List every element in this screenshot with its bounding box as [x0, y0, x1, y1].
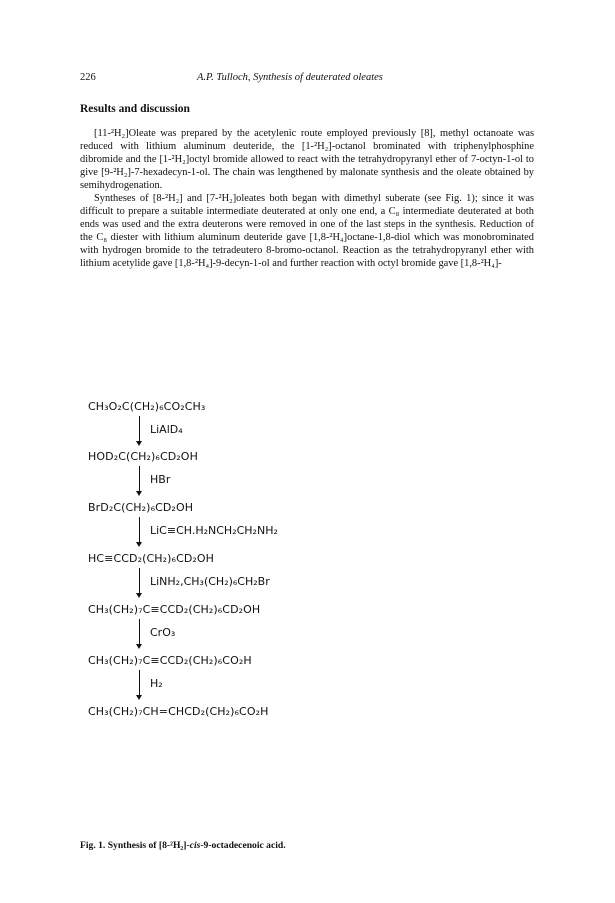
running-header [80, 72, 540, 88]
section-heading: Results and discussion [80, 103, 190, 115]
reaction-arrow [135, 517, 145, 547]
running-title: A.P. Tulloch, Synthesis of deuterated oleates [197, 72, 383, 83]
caption-label: Fig. 1. Synthesis of [8-²H₂]- [80, 840, 190, 851]
reagent-hbr: HBr [150, 473, 171, 486]
paragraph-1: [11-²H₂]Oleate was prepared by the acetylenic route employed previously [8], methyl octanoate was reduced with lithium aluminum deuteride, the [1-²H₂]-octanol brominated with triphenylphosphine dibromide and the [1-²H₂]octyl bromide allowed to react with the tetrahydropyranyl ether of 7-octyn-1-ol to give [9-²H₂]-7-hexadecyn-1-ol. The chain was lengthened by malonate synthesis and the oleate obtained by semihydrogenation. [80, 128, 534, 192]
page-number: 226 [80, 72, 96, 83]
compound-bromo-octanol: BrD₂C(CH₂)₆CD₂OH [88, 501, 194, 514]
reaction-arrow [135, 568, 145, 598]
figure-caption [80, 840, 286, 851]
compound-diol: HOD₂C(CH₂)₆CD₂OH [88, 450, 198, 463]
compound-dimethyl-suberate: CH₃O₂C(CH₂)₆CO₂CH₃ [88, 400, 206, 413]
caption-italic: cis [189, 840, 201, 851]
reagent-lithium-acetylide: LiC≡CH.H₂NCH₂CH₂NH₂ [150, 524, 278, 537]
caption-rest: -9-octadecenoic acid. [200, 840, 286, 851]
reagent-h2: H₂ [150, 677, 163, 690]
reaction-arrow [135, 416, 145, 446]
reagent-linh2-octyl-bromide: LiNH₂,CH₃(CH₂)₆CH₂Br [150, 575, 270, 588]
body-text [80, 127, 534, 271]
compound-octadecynol: CH₃(CH₂)₇C≡CCD₂(CH₂)₆CD₂OH [88, 603, 261, 616]
paragraph-2: Syntheses of [8-²H₂] and [7-²H₂]oleates both began with dimethyl suberate (see Fig. 1); since it was difficult to prepare a suitable intermediate deuterated at only one end, a C₈ intermediate deuterated at both ends was used and the extra deuterons were removed in one of the last steps in the synthesis. Reduction of the C₈ diester with lithium aluminum deuteride gave [1,8-²H₄]octane-1,8-diol which was monobrominated with hydrogen bromide to the tetradeutero 8-bromo-octanol. Reaction as the tetrahydropyranyl ether with lithium acetylide gave [1,8-²H₄]-9-decyn-1-ol and further reaction with octyl bromide gave [1,8-²H₄]- [80, 193, 534, 270]
reaction-arrow [135, 466, 145, 496]
reaction-arrow [135, 619, 145, 649]
reagent-cro3: CrO₃ [150, 626, 176, 639]
compound-octadecynoic-acid: CH₃(CH₂)₇C≡CCD₂(CH₂)₆CO₂H [88, 654, 252, 667]
compound-octadecenoic-acid: CH₃(CH₂)₇CH=CHCD₂(CH₂)₆CO₂H [88, 705, 269, 718]
reagent-lialdh4: LiAlD₄ [150, 423, 183, 436]
compound-decynol: HC≡CCD₂(CH₂)₆CD₂OH [88, 552, 215, 565]
reaction-arrow [135, 670, 145, 700]
